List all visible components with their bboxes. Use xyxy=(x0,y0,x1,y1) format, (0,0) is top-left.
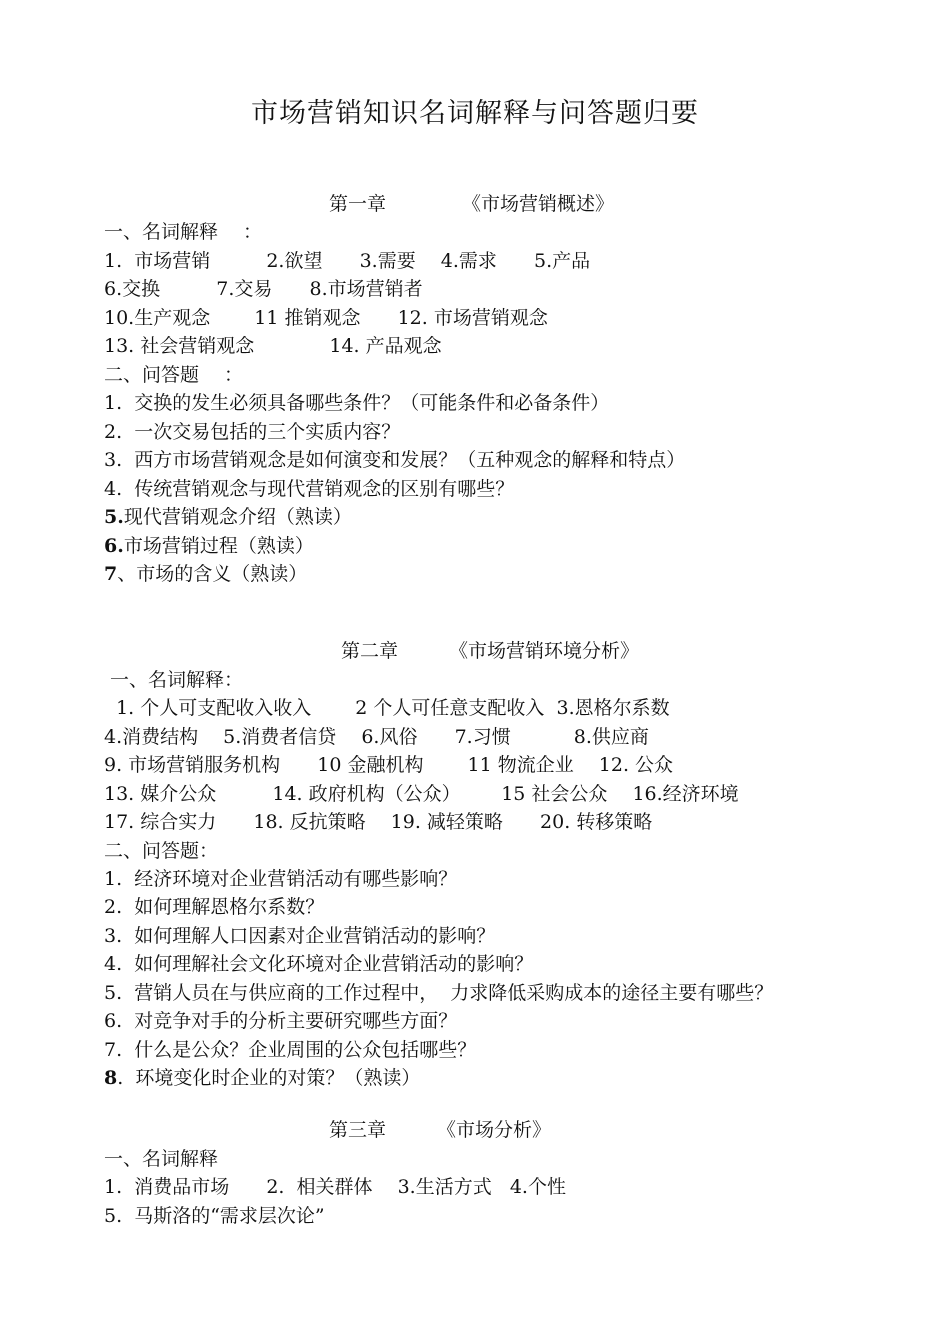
chapter-3-name: 《市场分析》 xyxy=(437,1119,552,1141)
chapter-1-question xyxy=(104,503,910,531)
chapter-2-question: 4. 如何理解社会文化环境对企业营销活动的影响？ xyxy=(104,953,534,975)
chapter-1-question xyxy=(104,560,910,588)
chapter-1-label: 第一章 xyxy=(329,193,387,215)
chapter-2-name: 《市场营销环境分析》 xyxy=(449,640,640,662)
chapter-1-terms-heading: 一、名词解释 ： xyxy=(104,221,263,243)
chapter-1-question xyxy=(104,532,910,560)
chapter-1-terms-line: 1. 市场营销 2.欲望 3.需要 4.需求 5.产品 xyxy=(104,250,591,272)
question-text: 、市场的含义（熟读） xyxy=(117,563,308,585)
chapter-1-question: 3. 西方市场营销观念是如何演变和发展？（五种观念的解释和特点） xyxy=(104,449,686,471)
chapter-1-terms-line: 13. 社会营销观念 14. 产品观念 xyxy=(104,335,442,357)
chapter-3-terms-heading: 一、名词解释 xyxy=(104,1148,219,1170)
chapter-1-terms-line: 6.交换 7.交易 8.市场营销者 xyxy=(104,278,423,300)
chapter-2-terms-line: 13. 媒介公众 14. 政府机构（公众） 15 社会公众 16.经济环境 xyxy=(104,783,739,805)
question-number: 5. xyxy=(104,506,124,528)
chapter-2-question: 2. 如何理解恩格尔系数？ xyxy=(104,896,325,918)
document-title: 市场营销知识名词解释与问答题归要 xyxy=(251,98,699,129)
chapter-2-terms-line: 1. 个人可支配收入收入 2 个人可任意支配收入 3.恩格尔系数 xyxy=(104,697,670,719)
chapter-2-question: 6. 对竞争对手的分析主要研究哪些方面？ xyxy=(104,1010,458,1032)
chapter-1-question: 1. 交换的发生必须具备哪些条件？（可能条件和必备条件） xyxy=(104,392,610,414)
chapter-1-terms-line: 10.生产观念 11 推销观念 12. 市场营销观念 xyxy=(104,307,548,329)
chapter-2-label: 第二章 xyxy=(341,640,399,662)
chapter-1-question: 4. 传统营销观念与现代营销观念的区别有哪些？ xyxy=(104,478,515,500)
question-number: 6. xyxy=(104,535,124,557)
chapter-2-question: 1. 经济环境对企业营销活动有哪些影响？ xyxy=(104,868,458,890)
chapter-3-terms-line: 1. 消费品市场 2. 相关群体 3.生活方式 4.个性 xyxy=(104,1176,566,1198)
chapter-1-name: 《市场营销概述》 xyxy=(462,193,615,215)
chapter-3-terms-line: 5. 马斯洛的“需求层次论” xyxy=(104,1205,325,1227)
question-number: 8 xyxy=(104,1067,118,1089)
chapter-2-terms-heading: 一、名词解释： xyxy=(104,669,244,691)
question-text: . 环境变化时企业的对策？（熟读） xyxy=(117,1067,421,1089)
chapter-2-terms-line: 17. 综合实力 18. 反抗策略 19. 减轻策略 20. 转移策略 xyxy=(104,811,653,833)
question-text: 现代营销观念介绍（熟读） xyxy=(123,506,352,528)
chapter-2-terms-line: 9. 市场营销服务机构 10 金融机构 11 物流企业 12. 公众 xyxy=(104,754,674,776)
chapter-2-terms-line: 4.消费结构 5.消费者信贷 6.风俗 7.习惯 8.供应商 xyxy=(104,726,649,748)
chapter-2-question xyxy=(104,1064,910,1092)
chapter-2-qa-heading: 二、问答题： xyxy=(104,840,219,862)
chapter-2-question: 7. 什么是公众？企业周围的公众包括哪些？ xyxy=(104,1039,477,1061)
chapter-3-label: 第三章 xyxy=(329,1119,387,1141)
chapter-1-qa-heading: 二、问答题 ： xyxy=(104,364,244,386)
question-text: 市场营销过程（熟读） xyxy=(123,535,314,557)
chapter-2-question: 5. 营销人员在与供应商的工作过程中， 力求降低采购成本的途径主要有哪些？ xyxy=(104,982,774,1004)
chapter-1-question: 2. 一次交易包括的三个实质内容？ xyxy=(104,421,401,443)
question-number: 7 xyxy=(104,563,118,585)
chapter-2-question: 3. 如何理解人口因素对企业营销活动的影响？ xyxy=(104,925,496,947)
